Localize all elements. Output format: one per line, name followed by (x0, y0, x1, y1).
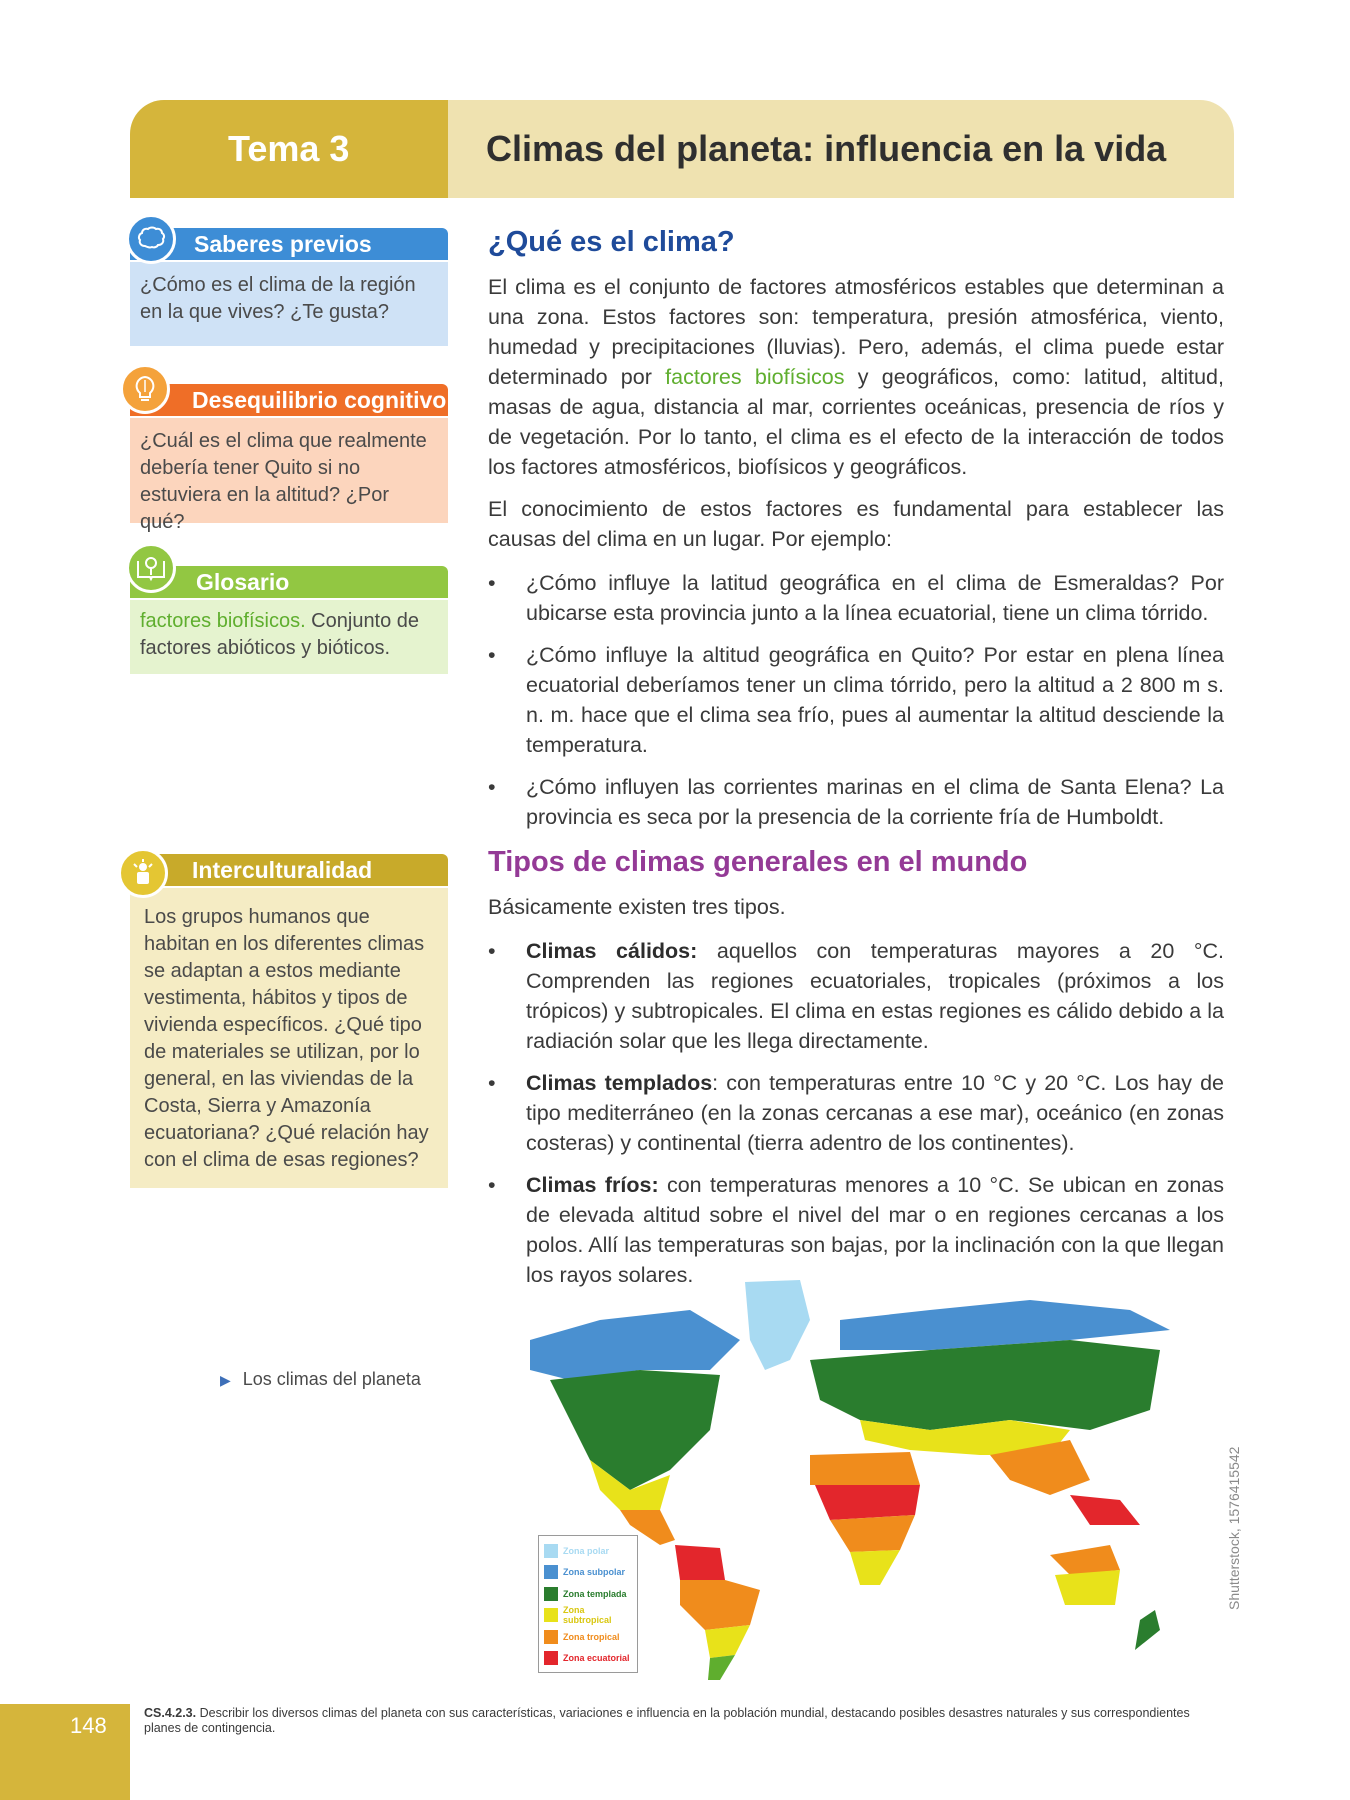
legend-item-ecuatorial (544, 1648, 632, 1670)
section-heading-tipos: Tipos de climas generales en el mundo (488, 846, 1028, 878)
glosario-definition: Conjunto de factores abióticos y bióticos. (140, 610, 420, 659)
list-item (488, 1068, 1224, 1158)
list-item (488, 1170, 1224, 1290)
caption-arrow-icon: ▶ (220, 1372, 231, 1388)
saberes-title: Saberes previos (130, 228, 448, 260)
glosario-title: Glosario (130, 566, 448, 598)
book-magnifier-icon (126, 543, 176, 593)
map-eurasia-subpolar (840, 1300, 1170, 1350)
glosario-term: factores biofísicos. (140, 610, 306, 632)
climate-type-text: aquellos con temperaturas mayores a 20 °C. Comprenden las regiones ecuatoriales, tropicales (próximos a los trópicos) y subtropicales. El clima en estas regiones es cálido debido a la radiación solar que les llega directamente. (526, 939, 1224, 1053)
image-credit: Shutterstock, 1576415542 (1226, 1446, 1242, 1610)
legend-swatch (544, 1608, 558, 1622)
climate-type-text: con temperaturas menores a 10 °C. Se ubican en zonas de elevada altitud sobre el nivel del mar o en regiones cercanas a los polos. Allí las temperaturas son bajas, por la inclinación con la que llegan los rayos solares. (526, 1173, 1224, 1287)
footer-skill-text (144, 1706, 1226, 1736)
legend-item-templada (544, 1583, 632, 1605)
map-africa-subtropical-north (810, 1452, 920, 1485)
climate-type-term: Climas templados (526, 1071, 713, 1095)
map-north-america-subpolar (530, 1310, 740, 1380)
saberes-body: ¿Cómo es el clima de la región en la que vives? ¿Te gusta? (130, 262, 448, 346)
topic-label: Tema 3 (228, 128, 350, 169)
section-heading-clima: ¿Qué es el clima? (488, 226, 735, 258)
map-south-america-temperate (708, 1655, 735, 1680)
map-south-america-equatorial (675, 1545, 725, 1580)
map-asia-equatorial (1070, 1495, 1140, 1525)
desequilibrio-body: ¿Cuál es el clima que realmente debería tener Quito si no estuviera en la altitud? ¿Por qué? (130, 418, 448, 523)
brain-icon (126, 214, 176, 264)
legend-label: Zona templada (563, 1588, 627, 1599)
map-new-zealand (1135, 1610, 1160, 1650)
legend-label: Zona polar (563, 1545, 610, 1556)
climate-type-term: Climas fríos: (526, 1173, 659, 1197)
map-australia-tropical (1050, 1545, 1120, 1575)
map-africa-equatorial (815, 1485, 920, 1520)
map-south-america-tropical (680, 1580, 760, 1630)
legend-label: Zona tropical (563, 1631, 620, 1642)
page-title: Climas del planeta: influencia en la vida (486, 128, 1167, 169)
legend-item-subpolar (544, 1562, 632, 1584)
paragraph-part: y geográficos, como: latitud, altitud, masas de agua, distancia al mar, corrientes oceánicas, presencia de ríos y de vegetación. Por lo tanto, el clima es el efecto de la interacción de todos los factores atmosféricos, biofísicos y geográficos. (488, 365, 1224, 479)
skill-description: Describir los diversos climas del planeta con sus características, variaciones e influencia en la población mundial, destacando posibles desastres naturales y sus correspondientes planes de contingencia. (144, 1706, 1190, 1735)
interculturalidad-title: Interculturalidad (130, 854, 448, 886)
climate-type-term: Climas cálidos: (526, 939, 698, 963)
list-item: • ¿Cómo influye la latitud geográfica en el clima de Esmeraldas? Por ubicarse esta provincia junto a la línea ecuatorial, tiene un clima tórrido. (488, 568, 1224, 628)
interculturalidad-body: Los grupos humanos que habitan en los diferentes climas se adaptan a estos mediante vestimenta, hábitos y tipos de vivienda específicos. ¿Qué tipo de materiales se utilizan, por lo general, en las viviendas de la Costa, Sierra y Amazonía ecuatoriana? ¿Qué relación hay con el clima de esas regiones? (130, 888, 448, 1188)
legend-swatch (544, 1565, 558, 1579)
climate-types-list (488, 936, 1224, 1302)
legend-label: Zona ecuatorial (563, 1653, 630, 1664)
map-africa-subtropical-south (850, 1550, 900, 1585)
list-item: • ¿Cómo influye la altitud geográfica en Quito? Por estar en plena línea ecuatorial deberíamos tener un clima tórrido, pero la altitud a 2 800 m s. n. m. hace que el clima sea frío, pues al aumentar la altitud desciende la temperatura. (488, 640, 1224, 760)
map-caption-text: Los climas del planeta (242, 1369, 421, 1389)
examples-list (488, 568, 1224, 844)
legend-swatch (544, 1630, 558, 1644)
legend-label: Zona subpolar (563, 1567, 626, 1578)
paragraph-conocimiento: El conocimiento de estos factores es fundamental para establecer las causas del clima en un lugar. Por ejemplo: (488, 497, 1224, 551)
legend-swatch (544, 1587, 558, 1601)
map-north-america-temperate (550, 1370, 720, 1490)
legend-label: Zona subtropical (563, 1605, 612, 1626)
map-south-america-subtropical (705, 1625, 750, 1658)
people-icon (118, 848, 168, 898)
legend-item-subtropical (544, 1605, 632, 1627)
map-africa-tropical (830, 1515, 915, 1552)
factores-biofisicos-term: factores biofísicos (665, 365, 845, 389)
lightbulb-brain-icon (120, 364, 170, 414)
map-eurasia-temperate (810, 1340, 1160, 1430)
paragraph-clima-definicion (488, 272, 1224, 482)
footer-page-band (0, 1704, 130, 1800)
map-australia-subtropical (1055, 1570, 1120, 1605)
climate-type-text: : con temperaturas entre 10 °C y 20 °C. Los hay de tipo mediterráneo (en la zonas cercanas a ese mar), oceánico (en zonas costeras) y continental (tierra adentro de los continentes). (526, 1071, 1224, 1155)
paragraph-intro-tipos: Básicamente existen tres tipos. (488, 895, 786, 919)
glosario-body (130, 600, 448, 674)
legend-item-tropical (544, 1626, 632, 1648)
legend-swatch (544, 1651, 558, 1665)
paragraph-part: El clima es el conjunto de factores atmosféricos estables que determinan a una zona. Estos factores son: temperatura, presión atmosférica, viento, humedad y precipitaciones (lluvias). Pero, además, el clima puede estar determinado por (488, 275, 1224, 389)
map-legend (538, 1535, 638, 1673)
map-greenland (745, 1280, 810, 1370)
map-caption (220, 1369, 421, 1390)
list-item: • ¿Cómo influyen las corrientes marinas en el clima de Santa Elena? La provincia es seca por la presencia de la corriente fría de Humboldt. (488, 772, 1224, 832)
legend-swatch (544, 1544, 558, 1558)
skill-code: CS.4.2.3. (144, 1706, 197, 1720)
list-item (488, 936, 1224, 1056)
desequilibrio-title: Desequilibrio cognitivo (130, 384, 448, 416)
legend-item-polar (544, 1540, 632, 1562)
page-number: 148 (70, 1713, 107, 1738)
